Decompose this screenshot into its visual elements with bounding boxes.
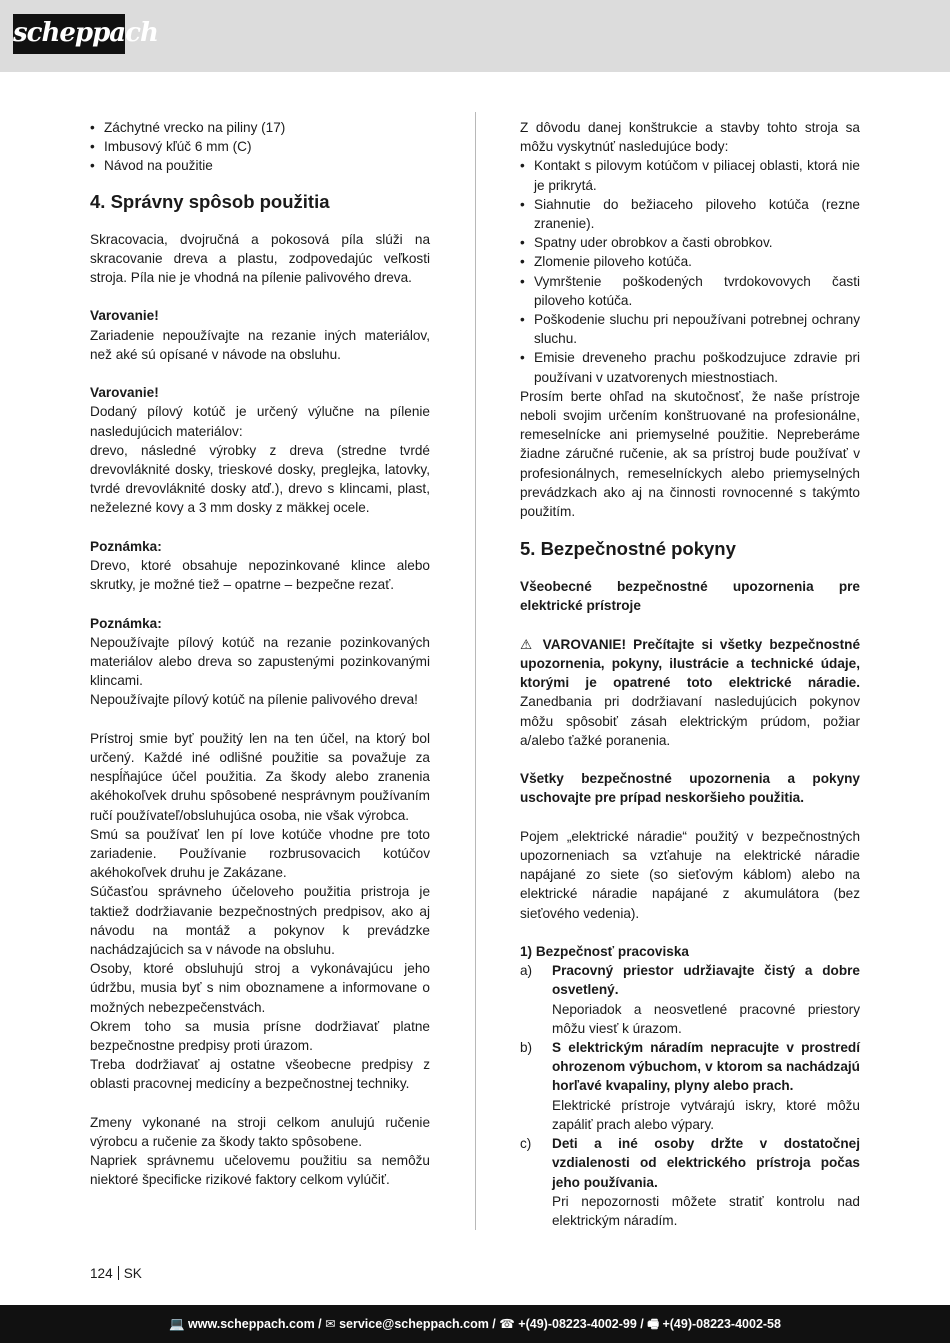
warning-label: Varovanie! bbox=[90, 385, 159, 401]
keep-instructions-title: Všetky bezpečnostné upozornenia a pokyny uschovajte pre prípad neskoršieho použitia. bbox=[520, 771, 860, 806]
list-item: • Kontakt s pilovym kotúčom v piliacej oblasti, ktorá nie je prikrytá. bbox=[520, 156, 860, 194]
term-definition: Pojem „elektrické náradie“ použitý v bezpečnostných upozorneniach sa vzťahuje na elektrické náradie napájané zo siete (so sieťovým káblom) alebo na elektrické náradie napájané z akumulátora (bez sieťového vedenia). bbox=[520, 828, 860, 921]
usage-paragraph: Prístroj smie byť použitý len na ten účel, na ktorý bol určený. Každé iné odlišné použitie sa považuje za nespĺňajúce účel použitia. Za škody alebo zranenia akéhokoľvek druhu spôsobené nesprávnym používaním ručí používateľ/obsluhujúca osoba, nie však výrobca. bbox=[90, 730, 430, 823]
workplace-safety-title: 1) Bezpečnosť pracoviska bbox=[520, 944, 689, 960]
safety-item-a bbox=[520, 961, 860, 1038]
warning-triangle-icon: ⚠ bbox=[520, 636, 536, 652]
contact-bar bbox=[0, 1305, 950, 1343]
item-letter: a) bbox=[520, 963, 533, 979]
safety-item-c bbox=[520, 1134, 860, 1230]
note-text: Nepoužívajte pílový kotúč na pílenie palivového dreva! bbox=[90, 692, 418, 708]
item-letter: b) bbox=[520, 1040, 533, 1056]
list-item: • Siahnutie do bežiaceho piloveho kotúča (rezne zranenie). bbox=[520, 195, 860, 233]
item-text: Pri nepozornosti môžete stratiť kontrolu nad elektrickým náradím. bbox=[552, 1193, 860, 1228]
left-column bbox=[90, 118, 430, 1190]
materials-text: drevo, následné výrobky z dreva (stredne tvrdé drevovláknité dosky, trieskové dosky, preglejka, latovky, tvrdé drevovláknité dosky atď.), drevo s klincami, plast, neželezné kovy a 3 mm dosky z mäkkej ocele. bbox=[90, 442, 430, 516]
right-column bbox=[520, 118, 860, 1230]
warning-block bbox=[520, 635, 860, 750]
item-letter: c) bbox=[520, 1136, 532, 1152]
usage-paragraph: Okrem toho sa musia prísne dodržiavať platne bezpečnostne predpisy proti úrazom. bbox=[90, 1018, 430, 1054]
usage-paragraph: Osoby, ktoré obsluhujú stroj a vykonávajúcu jeho údržbu, musia byť s nim oboznamene a informovane o možných nebezpečenstvách. bbox=[90, 961, 430, 1015]
list-item: • Imbusový kľúč 6 mm (C) bbox=[90, 137, 430, 156]
note-text: Drevo, ktoré obsahuje nepozinkované klince alebo skrutky, je možné tiež – opatrne – bezpečne rezať. bbox=[90, 558, 430, 593]
note-label: Poznámka: bbox=[90, 615, 162, 631]
list-item: • Záchytné vrecko na piliny (17) bbox=[90, 118, 430, 137]
list-item: • Vymrštenie poškodených tvrdokovovych časti piloveho kotúča. bbox=[520, 272, 860, 310]
usage-paragraph: Smú sa používať len pí love kotúče vhodne pre toto zariadenie. Používanie rozbrusovacich kotúčov akéhokoľvek druhu je Zakázane. bbox=[90, 826, 430, 881]
risk-intro: Z dôvodu danej konštrukcie a stavby tohto stroja sa môžu vyskytnúť nasledujúce body: bbox=[520, 120, 860, 155]
general-safety-title: Všeobecné bezpečnostné upozornenia pre elektrické prístroje bbox=[520, 579, 860, 614]
list-item: • Emisie dreveneho prachu poškodzujuce zdravie pri používani v uzatvorenych miestnostiach. bbox=[520, 348, 860, 386]
risk-list bbox=[520, 156, 860, 386]
footer-separator bbox=[118, 1266, 119, 1280]
column-divider bbox=[475, 112, 476, 1230]
item-text: Neporiadok a neosvetlené pracovné priestory môžu viesť k úrazom. bbox=[552, 1001, 860, 1036]
section-5-title: 5. Bezpečnostné pokyny bbox=[520, 538, 736, 560]
language-code: SK bbox=[123, 1266, 142, 1281]
item-bold-text: Pracovný priestor udržiavajte čistý a dobre osvetlený. bbox=[552, 963, 860, 998]
intended-use-paragraph: Skracovacia, dvojručná a pokosová píla slúži na skracovanie dreva a plastu, zodpovedajúc veľkosti stroja. Píla nie je vhodná na pílenie palivového dreva. bbox=[90, 231, 430, 286]
note-label: Poznámka: bbox=[90, 538, 162, 554]
warning-text: Zanedbania pri dodržiavaní nasledujúcich pokynov môžu spôsobiť zásah elektrickým prúdom, požiar a/alebo ťažké poranenia. bbox=[520, 694, 860, 748]
warning-text: Dodaný pílový kotúč je určený výlučne na pílenie nasledujúcich materiálov: bbox=[90, 404, 430, 439]
item-bold-text: S elektrickým náradím nepracujte v prostredí ohrozenom výbuchom, v ktorom sa nachádzajú horľavé kvapaliny, plyny alebo prach. bbox=[552, 1040, 860, 1094]
warning-bold-text: VAROVANIE! Prečítajte si všetky bezpečnostné upozornenia, pokyny, ilustrácie a technické údaje, ktorými je opatrené toto elektrické náradie. bbox=[520, 636, 861, 691]
header-band bbox=[0, 0, 950, 72]
item-bold-text: Deti a iné osoby držte v dostatočnej vzdialenosti od elektrického prístroja počas jeho používania. bbox=[552, 1136, 860, 1190]
modification-paragraph: Napriek správnemu učelovemu použitiu sa nemôžu niektoré špecificke rizikové faktory celkom vylúčiť. bbox=[90, 1153, 430, 1188]
safety-item-b bbox=[520, 1038, 860, 1134]
usage-paragraph: Treba dodržiavať aj ostatne všeobecne predpisy z oblasti pracovnej medicíny a bezpečnostnej techniky. bbox=[90, 1057, 430, 1092]
item-text: Elektrické prístroje vytvárajú iskry, ktoré môžu zapáliť prach alebo výpary. bbox=[552, 1097, 860, 1132]
page-footer bbox=[90, 1264, 142, 1283]
note-text: Nepoužívajte pílový kotúč na rezanie pozinkovaných materiálov alebo dreva so zapustenými pozinkovanými klincami. bbox=[90, 634, 430, 689]
list-item: • Zlomenie piloveho kotúča. bbox=[520, 252, 860, 271]
contact-text: 💻 www.scheppach.com / ✉ service@scheppach.com / ☎ +(49)-08223-4002-99 / 🖷 +(49)-08223-4002-58 bbox=[169, 1317, 781, 1331]
responsibility-paragraph: Prosím berte ohľad na skutočnosť, že naše prístroje neboli svojim určením konštruované na profesionálne, remeselnícke ani priemyselné použitie. Nepreberáme žiadne záručné ručenie, ak sa prístroj bude používať v profesionálnych, remeselníckych alebo priemyselných prevádzkach ako aj na činnosti rovnocenné s takýmto použitím. bbox=[520, 388, 860, 520]
accessory-list bbox=[90, 118, 430, 176]
scheppach-logo: scheppach bbox=[13, 14, 125, 54]
warning-label: Varovanie! bbox=[90, 308, 159, 324]
list-item: • Spatny uder obrobkov a časti obrobkov. bbox=[520, 233, 860, 252]
modification-paragraph: Zmeny vykonané na stroji celkom anulujú ručenie výrobcu a ručenie za škody takto spôsobene. bbox=[90, 1114, 430, 1150]
page-number: 124 bbox=[90, 1266, 113, 1281]
section-4-title: 4. Správny spôsob použitia bbox=[90, 190, 330, 212]
list-item: • Poškodenie sluchu pri nepoužívani potrebnej ochrany sluchu. bbox=[520, 310, 860, 348]
usage-paragraph: Súčasťou správneho účeloveho použitia pristroja je taktiež dodržiavanie bezpečnostných predpisov, ako aj návodu na montáž a pokynov k prevádzke nachádzajúcich sa v návode na obsluhu. bbox=[90, 884, 430, 958]
warning-text: Zariadenie nepoužívajte na rezanie iných materiálov, než aké sú opísané v návode na obsluhu. bbox=[90, 327, 430, 362]
list-item: • Návod na použitie bbox=[90, 156, 430, 175]
